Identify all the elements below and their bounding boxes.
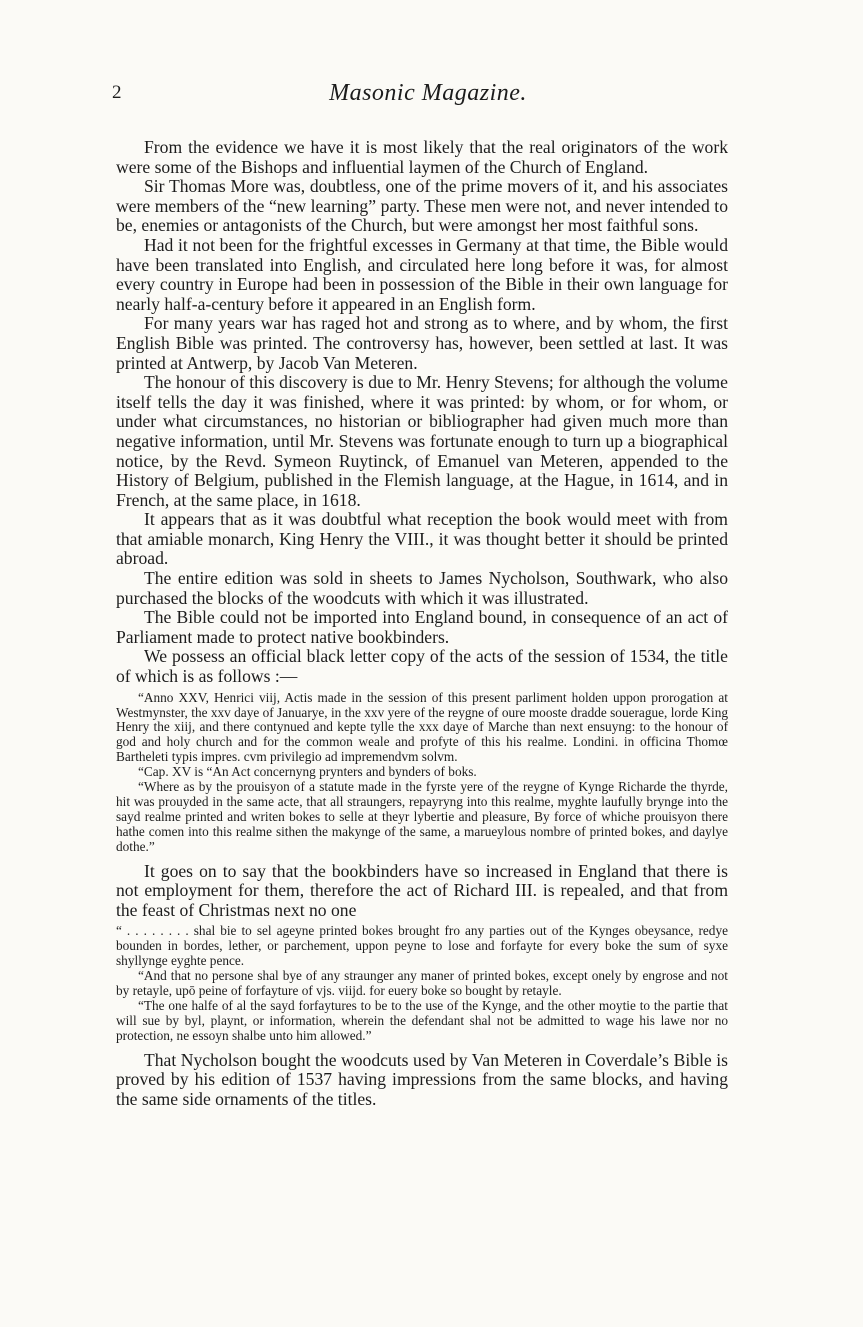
quote-paragraph: “ . . . . . . . . shal bie to sel ageyne printed bokes brought fro any parties out of the Kynges obeysance, redye bounden in bordes, lether, or parchement, uppon peyne to lose and forfayte for every boke the sum of syxe shyllynge eyghte pence. — [116, 923, 728, 969]
paragraph: Sir Thomas More was, doubtless, one of the prime movers of it, and his associates were members of the “new learning” party. These men were not, and never intended to be, enemies or antagonists of the Church, but were amongst her most faithful sons. — [116, 176, 728, 236]
paragraph: It goes on to say that the bookbinders have so increased in England that there is not employment for them, therefore the act of Richard III. is repealed, and that from the feast of Christmas next no one — [116, 860, 728, 920]
page-header — [112, 82, 744, 112]
paragraph: Had it not been for the frightful excesses in Germany at that time, the Bible would have been translated into English, and circulated here long before it was, for almost every country in Europe had been in possession of the Bible in their own language for nearly half-a-century before it appeared in an English form. — [116, 234, 728, 314]
paragraph: The entire edition was sold in sheets to James Nycholson, Southwark, who also purchased the blocks of the woodcuts with which it was illustrated. — [116, 568, 728, 608]
paragraph: For many years war has raged hot and strong as to where, and by whom, the first English Bible was printed. The controversy has, however, been settled at last. It was printed at Antwerp, by Jacob Van Meteren. — [116, 313, 728, 373]
block-quote — [116, 924, 728, 1043]
page-number: 2 — [112, 82, 122, 103]
quote-paragraph: “And that no persone shal bye of any straunger any maner of printed bokes, except onely by engrose and not by retayle, upō peine of forfayture of vjs. viijd. for euery boke so bought by retayle. — [116, 968, 728, 998]
quote-paragraph: “Anno XXV, Henrici viij, Actis made in the session of this present parliment holden uppon prorogation at Westmynster, the xxv daye of Januarye, in the xxv yere of the reygne of oure mooste dradde souerague, lorde King Henry the xiij, and there contynued and kepte tylle the xxx daye of Marche than next ensuyng: to the honour of god and holy church and for the common weale and profyte of this his realme. Londini. in officina Thomœ Bartheleti typis impres. cvm privilegio ad impremendvm solvm. — [116, 689, 728, 765]
paragraph: We possess an official black letter copy of the acts of the session of 1534, the title of which is as follows :— — [116, 646, 728, 687]
block-quote — [116, 691, 728, 855]
paragraph: From the evidence we have it is most likely that the real originators of the work were some of the Bishops and influential laymen of the Church of England. — [116, 137, 728, 177]
paragraph: The honour of this discovery is due to Mr. Henry Stevens; for although the volume itself tells the day it was finished, where it was printed: by whom, or for whom, or under what circumstances, no historian or bibliographer had given much more than negative information, until Mr. Stevens was fortunate enough to turn up a biographical notice, by the Revd. Symeon Ruytinck, of Emanuel van Meteren, appended to the History of Belgium, published in the Flemish language, at the Hague, in 1614, and in French, at the same place, in 1618. — [116, 372, 728, 510]
quote-paragraph: “Cap. XV is “An Act concernyng prynters and bynders of boks. — [138, 764, 477, 780]
paragraph: It appears that as it was doubtful what reception the book would meet with from that amiable monarch, King Henry the VIII., it was thought better it should be printed abroad. — [116, 509, 728, 569]
article-body — [116, 138, 728, 1109]
running-title: Masonic Magazine. — [329, 80, 527, 106]
quote-paragraph: “Where as by the prouisyon of a statute made in the fyrste yere of the reygne of Kynge Richarde the thyrde, hit was prouyded in the same acte, that all straungers, repayryng into this realme, myghte laufully brynge into the sayd realme printed and writen bokes to selle at theyr lybertie and pleasure, By force of whiche prouisyon there hathe comen into this realme sithen the makynge of the same, a marueylous nombre of printed bokes, and daylye dothe.” — [116, 779, 728, 854]
quote-paragraph: “The one halfe of al the sayd forfaytures to be to the use of the Kynge, and the other moytie to the partie that will sue by byl, playnt, or information, wherein the defendant shal not be admitted to wage his lawe nor no protection, ne essoyn shalbe unto him allowed.” — [116, 997, 728, 1043]
paragraph: That Nycholson bought the woodcuts used by Van Meteren in Coverdale’s Bible is proved by his edition of 1537 having impressions from the same blocks, and having the same side ornaments of the titles. — [116, 1049, 728, 1109]
paragraph: The Bible could not be imported into England bound, in consequence of an act of Parliament made to protect native bookbinders. — [116, 607, 728, 647]
